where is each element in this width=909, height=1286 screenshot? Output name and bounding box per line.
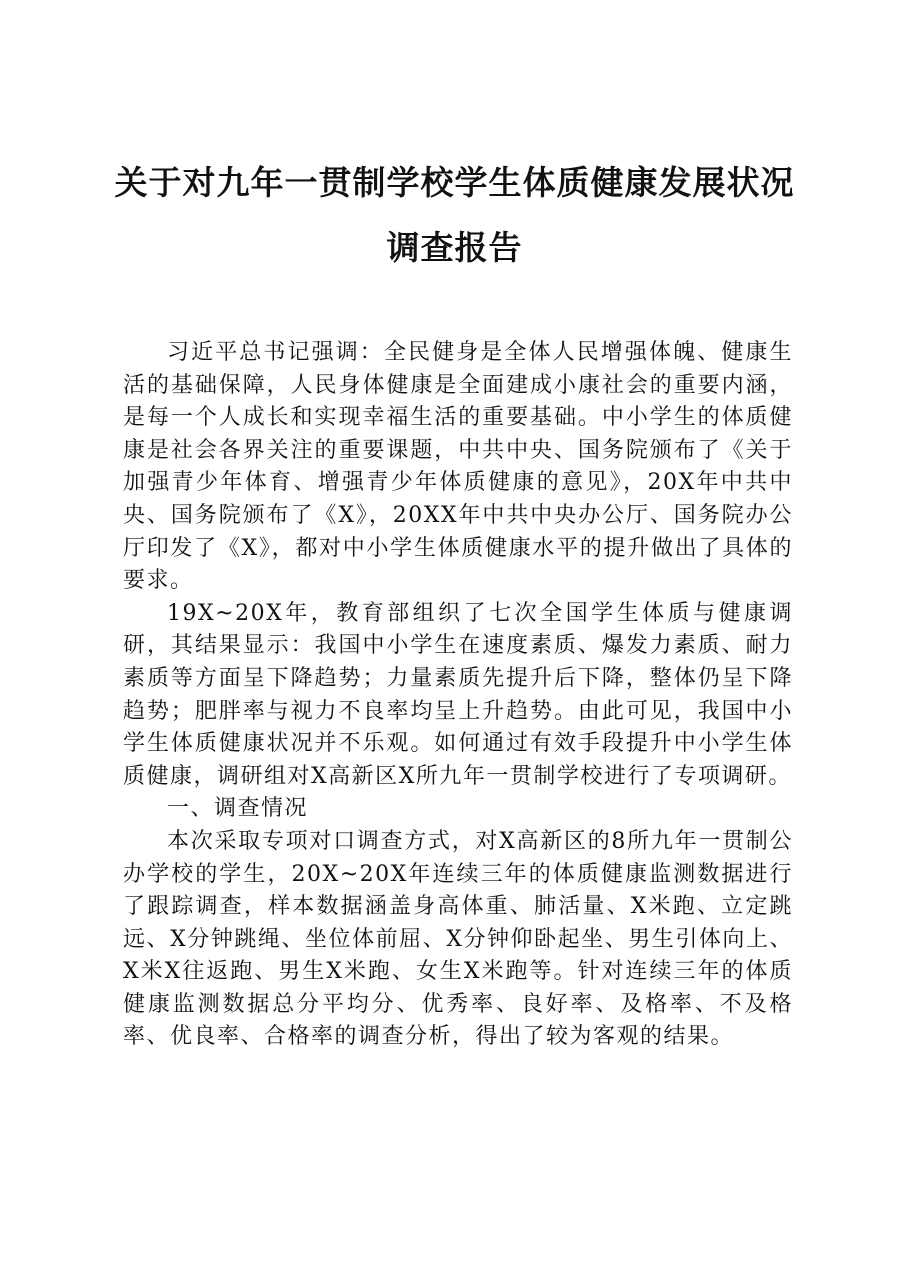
- document-title-line-1: 关于对九年一贯制学校学生体质健康发展状况: [114, 163, 795, 202]
- paragraph-1: 习近平总书记强调：全民健身是全体人民增强体魄、健康生活的基础保障，人民身体健康是全面建成小康社会的重要内涵，是每一个人成长和实现幸福生活的重要基础。中小学生的体质健康是社会各界关注的重要课题，中共中央、国务院颁布了《关于加强青少年体育、增强青少年体质健康的意见》，20X年中共中央、国务院颁布了《X》，20XX年中共中央办公厅、国务院办公厅印发了《X》，都对中小学生体质健康水平的提升做出了具体的要求。: [123, 340, 793, 594]
- document-body: [123, 337, 793, 1054]
- section-heading-1: 一、调查情况: [167, 796, 309, 822]
- paragraph-2: 19X~20X年，教育部组织了七次全国学生体质与健康调研，其结果显示：我国中小学生在速度素质、爆发力素质、耐力素质等方面呈下降趋势；力量素质先提升后下降，整体仍呈下降趋势；肥胖率与视力不良率均呈上升趋势。由此可见，我国中小学生体质健康状况并不乐观。如何通过有效手段提升中小学生体质健康，调研组对X高新区X所九年一贯制学校进行了专项调研。: [123, 600, 793, 789]
- paragraph-3: 本次采取专项对口调查方式，对X高新区的8所九年一贯制公办学校的学生，20X~20X年连续三年的体质健康监测数据进行了跟踪调查，样本数据涵盖身高体重、肺活量、X米跑、立定跳远、X分钟跳绳、坐位体前屈、X分钟仰卧起坐、男生引体向上、X米X往返跑、男生X米跑、女生X米跑等。针对连续三年的体质健康监测数据总分平均分、优秀率、良好率、及格率、不及格率、优良率、合格率的调查分析，得出了较为客观的结果。: [123, 828, 793, 1050]
- document-title-line-2: 调查报告: [386, 228, 523, 267]
